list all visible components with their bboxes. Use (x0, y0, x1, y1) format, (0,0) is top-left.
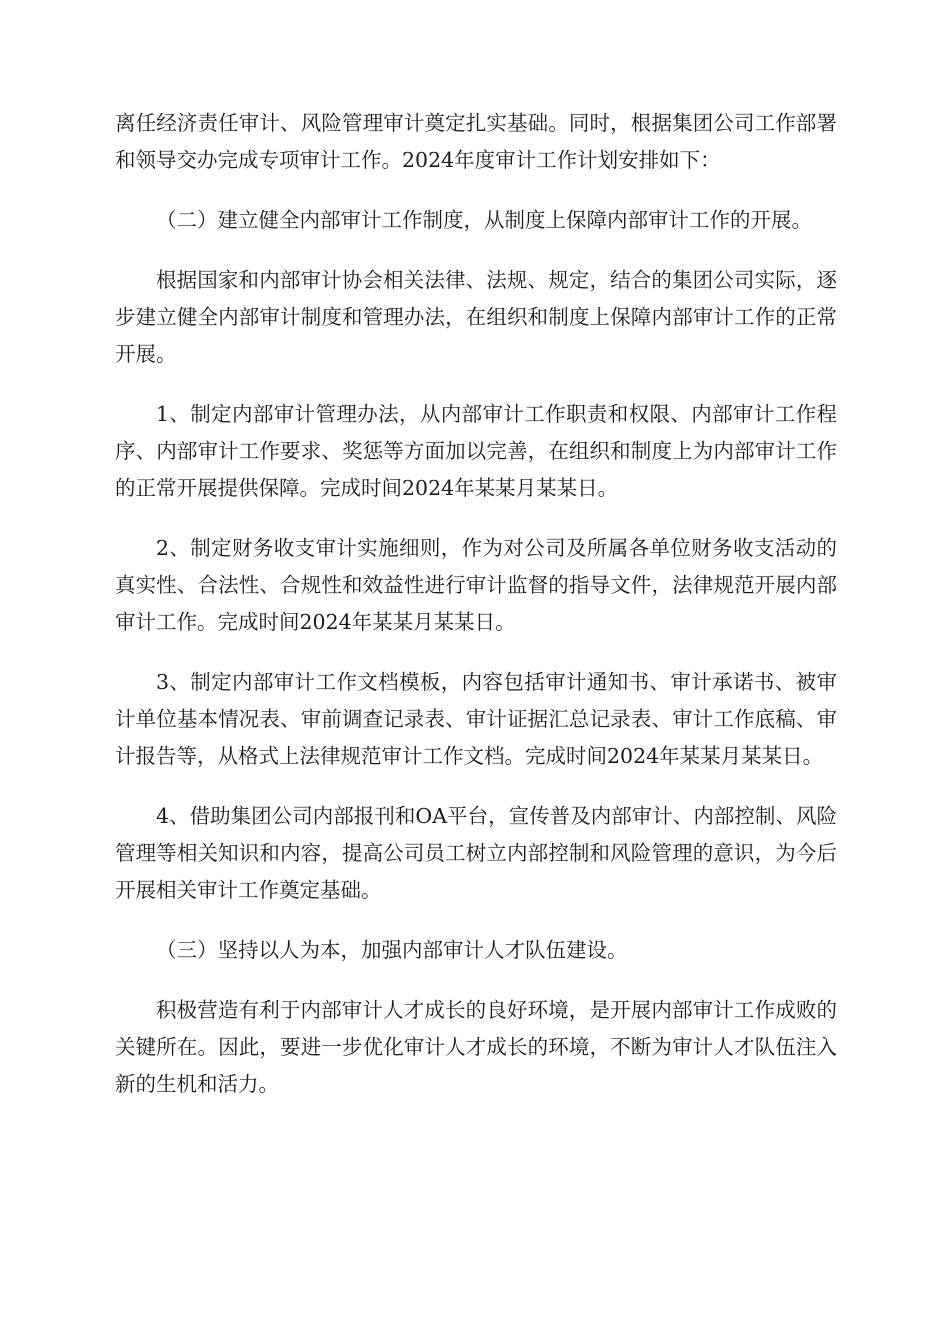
list-item-4: 4、借助集团公司内部报刊和OA平台，宣传普及内部审计、内部控制、风险管理等相关知识和内容，提高公司员工树立内部控制和风险管理的意识，为今后开展相关审计工作奠定基础。 (115, 804, 837, 902)
list-item-3: 3、制定内部审计工作文档模板，内容包括审计通知书、审计承诺书、被审计单位基本情况表、审前调查记录表、审计证据汇总记录表、审计工作底稿、审计报告等，从格式上法律规范审计工作文档。完成时间2024年某某月某某日。 (115, 670, 837, 768)
section-heading-2: （二）建立健全内部审计工作制度，从制度上保障内部审计工作的开展。 (156, 208, 812, 232)
paragraph: 积极营造有利于内部审计人才成长的良好环境，是开展内部审计工作成败的关键所在。因此，要进一步优化审计人才成长的环境，不断为审计人才队伍注入新的生机和活力。 (115, 998, 837, 1096)
paragraph: 根据国家和内部审计协会相关法律、法规、规定，结合的集团公司实际，逐步建立健全内部审计制度和管理办法，在组织和制度上保障内部审计工作的正常开展。 (115, 268, 837, 366)
document-body (115, 105, 837, 1126)
paragraph-continuation: 离任经济责任审计、风险管理审计奠定扎实基础。同时，根据集团公司工作部署和领导交办完成专项审计工作。2024年度审计工作计划安排如下： (115, 111, 837, 172)
list-item-1: 1、制定内部审计管理办法，从内部审计工作职责和权限、内部审计工作程序、内部审计工作要求、奖惩等方面加以完善，在组织和制度上为内部审计工作的正常开展提供保障。完成时间2024年某某月某某日。 (115, 402, 837, 500)
section-heading-3: （三）坚持以人为本，加强内部审计人才队伍建设。 (156, 938, 628, 962)
list-item-2: 2、制定财务收支审计实施细则，作为对公司及所属各单位财务收支活动的真实性、合法性、合规性和效益性进行审计监督的指导文件，法律规范开展内部审计工作。完成时间2024年某某月某某日。 (115, 536, 837, 634)
